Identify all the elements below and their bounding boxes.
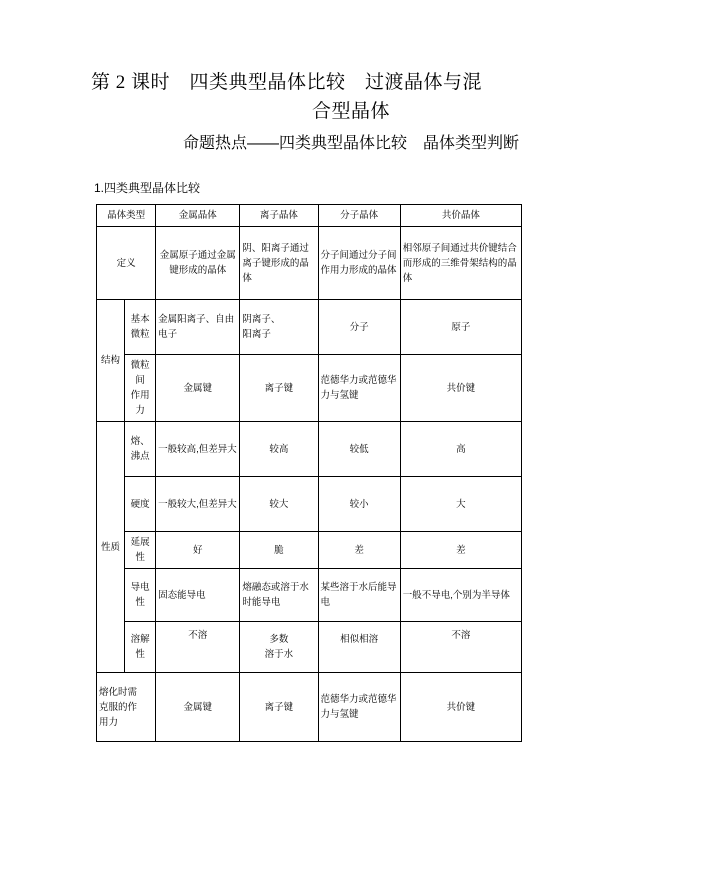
table-row bbox=[97, 532, 522, 569]
table-row bbox=[97, 477, 522, 532]
row-label-solubility: 溶解性 bbox=[125, 622, 156, 673]
row-label-melting-force: 熔化时需 克服的作 用力 bbox=[97, 673, 156, 742]
cell-ductility-covalent: 差 bbox=[400, 532, 521, 569]
cell-particle-metal: 金属阳离子、自由电子 bbox=[156, 300, 240, 355]
crystal-comparison-table bbox=[96, 204, 522, 742]
page-title-line2: 合型晶体 bbox=[311, 101, 390, 122]
section-heading: 1.四类典型晶体比较 bbox=[94, 181, 201, 195]
cell-ductility-ionic: 脆 bbox=[240, 532, 318, 569]
table-row bbox=[97, 622, 522, 673]
cell-melting-force-molecular: 范德华力或范德华力与氢键 bbox=[318, 673, 400, 742]
cell-conductivity-ionic: 熔融态或溶于水时能导电 bbox=[240, 569, 318, 622]
cell-hardness-molecular: 较小 bbox=[318, 477, 400, 532]
cell-mp-covalent: 高 bbox=[400, 422, 521, 477]
group-label-property bbox=[97, 422, 125, 673]
cell-solubility-metal: 不溶 bbox=[156, 622, 240, 673]
cell-melting-force-ionic: 离子键 bbox=[240, 673, 318, 742]
cell-ductility-metal: 好 bbox=[156, 532, 240, 569]
cell-conductivity-metal: 固态能导电 bbox=[156, 569, 240, 622]
table-header-molecular: 分子晶体 bbox=[318, 205, 400, 227]
table-header-metal: 金属晶体 bbox=[156, 205, 240, 227]
cell-force-molecular: 范德华力或范德华力与氢键 bbox=[318, 355, 400, 422]
cell-solubility-molecular: 相似相溶 bbox=[318, 622, 400, 673]
row-label-melting-boiling-point: 熔、 沸点 bbox=[125, 422, 156, 477]
page-title-line1: 第 2 课时 四类典型晶体比较 过渡晶体与混 bbox=[91, 72, 483, 93]
page-subtitle: 命题热点——四类典型晶体比较 晶体类型判断 bbox=[182, 135, 519, 152]
cell-solubility-covalent: 不溶 bbox=[400, 622, 521, 673]
table-row bbox=[97, 422, 522, 477]
row-label-hardness: 硬度 bbox=[125, 477, 156, 532]
cell-hardness-covalent: 大 bbox=[400, 477, 521, 532]
cell-melting-force-metal: 金属键 bbox=[156, 673, 240, 742]
table-row bbox=[97, 227, 522, 300]
cell-conductivity-covalent: 一般不导电,个别为半导体 bbox=[400, 569, 521, 622]
cell-definition-covalent: 相邻原子间通过共价键结合而形成的三维骨架结构的晶体 bbox=[400, 227, 521, 300]
row-label-ductility: 延展性 bbox=[125, 532, 156, 569]
table-row bbox=[97, 355, 522, 422]
group-label-structure-char1: 结构 bbox=[101, 355, 121, 366]
cell-conductivity-molecular: 某些溶于水后能导电 bbox=[318, 569, 400, 622]
cell-solubility-ionic: 多数 溶于水 bbox=[240, 622, 318, 673]
cell-force-metal: 金属键 bbox=[156, 355, 240, 422]
cell-force-covalent: 共价键 bbox=[400, 355, 521, 422]
cell-mp-ionic: 较高 bbox=[240, 422, 318, 477]
cell-particle-molecular: 分子 bbox=[318, 300, 400, 355]
table-header-row-label: 晶体类型 bbox=[97, 205, 156, 227]
cell-definition-metal: 金属原子通过金属键形成的晶体 bbox=[156, 227, 240, 300]
cell-hardness-metal: 一般较大,但差异大 bbox=[156, 477, 240, 532]
row-label-interparticle-force: 微粒间 作用力 bbox=[125, 355, 156, 422]
cell-ductility-molecular: 差 bbox=[318, 532, 400, 569]
row-label-basic-particle: 基本 微粒 bbox=[125, 300, 156, 355]
group-label-property-text: 性质 bbox=[101, 541, 121, 553]
cell-definition-ionic: 阴、阳离子通过离子键形成的晶体 bbox=[240, 227, 318, 300]
cell-particle-covalent: 原子 bbox=[400, 300, 521, 355]
cell-mp-metal: 一般较高,但差异大 bbox=[156, 422, 240, 477]
cell-hardness-ionic: 较大 bbox=[240, 477, 318, 532]
table-row bbox=[97, 569, 522, 622]
cell-definition-molecular: 分子间通过分子间作用力形成的晶体 bbox=[318, 227, 400, 300]
table-header-row bbox=[97, 205, 522, 227]
table-row bbox=[97, 673, 522, 742]
table-header-ionic: 离子晶体 bbox=[240, 205, 318, 227]
row-label-conductivity: 导电性 bbox=[125, 569, 156, 622]
cell-force-ionic: 离子键 bbox=[240, 355, 318, 422]
table-row bbox=[97, 300, 522, 355]
row-label-definition: 定义 bbox=[97, 227, 156, 300]
table-header-covalent: 共价晶体 bbox=[400, 205, 521, 227]
cell-particle-ionic: 阴离子、 阳离子 bbox=[240, 300, 318, 355]
cell-melting-force-covalent: 共价键 bbox=[400, 673, 521, 742]
cell-mp-molecular: 较低 bbox=[318, 422, 400, 477]
page-title bbox=[85, 68, 617, 126]
group-label-structure bbox=[97, 300, 125, 422]
